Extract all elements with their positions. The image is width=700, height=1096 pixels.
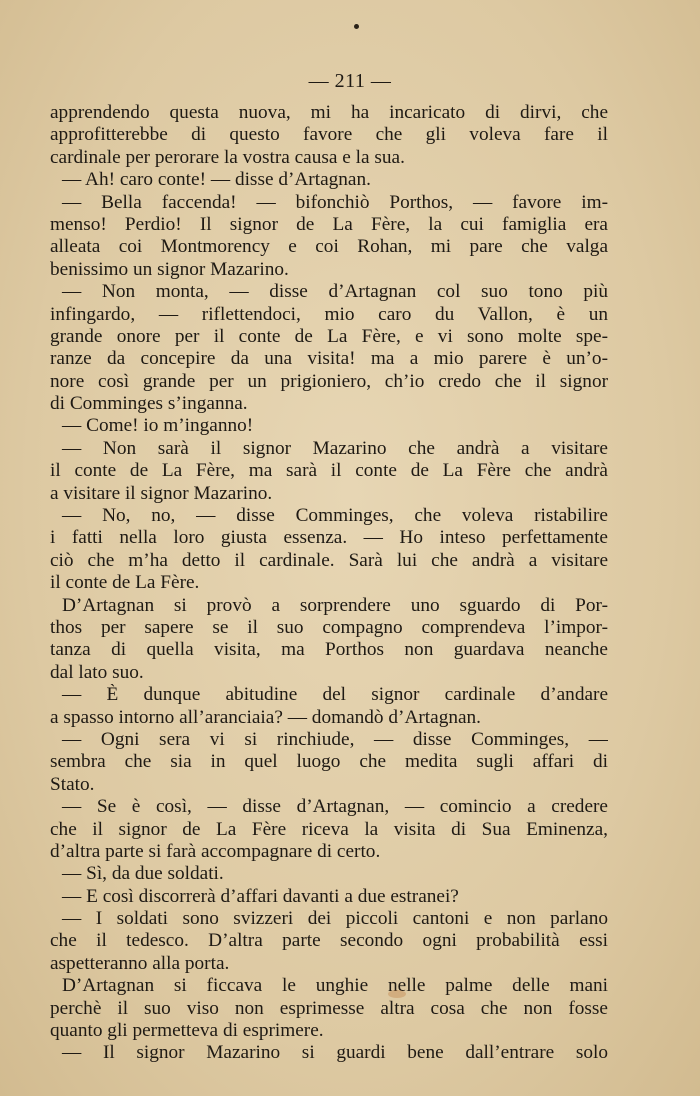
text-line: perchè il suo viso non esprimesse altra cosa che non fosse xyxy=(50,997,608,1019)
text-line: — No, no, — disse Comminges, che voleva ristabilire xyxy=(62,505,608,527)
text-line: tanza di quella visita, ma Porthos non guardava neanche xyxy=(50,639,608,661)
text-line: — Se è così, — disse d’Artagnan, — comincio a credere xyxy=(62,796,608,818)
text-line: — È dunque abitudine del signor cardinale d’andare xyxy=(62,684,608,706)
text-line: cardinale per perorare la vostra causa e la sua. xyxy=(50,146,405,168)
text-line: alleata coi Montmorency e coi Rohan, mi pare che valga xyxy=(50,236,608,258)
text-line: benissimo un signor Mazarino. xyxy=(50,258,289,280)
text-line: apprendendo questa nuova, mi ha incaricato di dirvi, che xyxy=(50,102,608,123)
text-line: di Comminges s’inganna. xyxy=(50,393,248,415)
text-line: D’Artagnan si ficcava le unghie nelle palme delle mani xyxy=(62,975,608,997)
text-line: che il tedesco. D’altra parte secondo ogni probabilità essi xyxy=(50,930,608,952)
text-line: i fatti nella loro giusta essenza. — Ho inteso perfettamente xyxy=(50,527,608,549)
paper-stain xyxy=(388,990,406,998)
text-line: sembra che sia in quel luogo che medita sugli affari di xyxy=(50,751,608,773)
text-line: D’Artagnan si provò a sorprendere uno sguardo di Por- xyxy=(62,594,608,616)
text-line: — Il signor Mazarino si guardi bene dall’entrare solo xyxy=(62,1042,608,1064)
page-number: — 211 — xyxy=(308,70,392,92)
page-body-text xyxy=(50,102,608,1065)
text-line: che il signor de La Fère riceva la visita di Sua Eminenza, xyxy=(50,818,608,840)
text-line: grande onore per il conte de La Fère, e vi sono molte spe- xyxy=(50,325,608,347)
text-line: infingardo, — riflettendoci, mio caro du Vallon, è un xyxy=(50,303,608,325)
text-line: nore così grande per un prigioniero, ch’io credo che il signor xyxy=(50,370,608,392)
text-line: thos per sapere se il suo compagno comprendeva l’impor- xyxy=(50,616,608,638)
text-line: — Ogni sera vi si rinchiude, — disse Comminges, — xyxy=(62,728,608,750)
text-line: — Come! io m’inganno! xyxy=(62,415,254,437)
text-line: il conte de La Fère. xyxy=(50,572,200,594)
text-line: ranze da concepire da una visita! ma a mio parere è un’o- xyxy=(50,348,608,370)
text-line: — I soldati sono svizzeri dei piccoli cantoni e non parlano xyxy=(62,908,608,930)
text-line: quanto gli permetteva di esprimere. xyxy=(50,1020,324,1042)
text-line: aspetteranno alla porta. xyxy=(50,952,230,974)
text-line: d’altra parte si farà accompagnare di certo. xyxy=(50,840,381,862)
ink-dot xyxy=(354,24,359,29)
text-line: a spasso intorno all’aranciaia? — domandò d’Artagnan. xyxy=(50,706,482,728)
text-line: a visitare il signor Mazarino. xyxy=(50,482,273,504)
text-line: — Sì, da due soldati. xyxy=(62,863,224,885)
text-line: — Bella faccenda! — bifonchiò Porthos, — favore im- xyxy=(62,191,608,213)
text-line: il conte de La Fère, ma sarà il conte de La Fère che andrà xyxy=(50,460,608,482)
text-line: — Ah! caro conte! — disse d’Artagnan. xyxy=(62,169,371,191)
text-line: approfitterebbe di questo favore che gli voleva fare il xyxy=(50,124,608,146)
text-line: dal lato suo. xyxy=(50,661,144,683)
text-line: Stato. xyxy=(50,773,95,795)
text-line: — Non monta, — disse d’Artagnan col suo tono più xyxy=(62,281,608,303)
text-line: — E così discorrerà d’affari davanti a due estranei? xyxy=(62,885,459,907)
text-line: menso! Perdio! Il signor de La Fère, la cui famiglia era xyxy=(50,213,608,235)
text-line: — Non sarà il signor Mazarino che andrà a visitare xyxy=(62,437,608,459)
text-line: ciò che m’ha detto il cardinale. Sarà lui che andrà a visitare xyxy=(50,549,608,571)
